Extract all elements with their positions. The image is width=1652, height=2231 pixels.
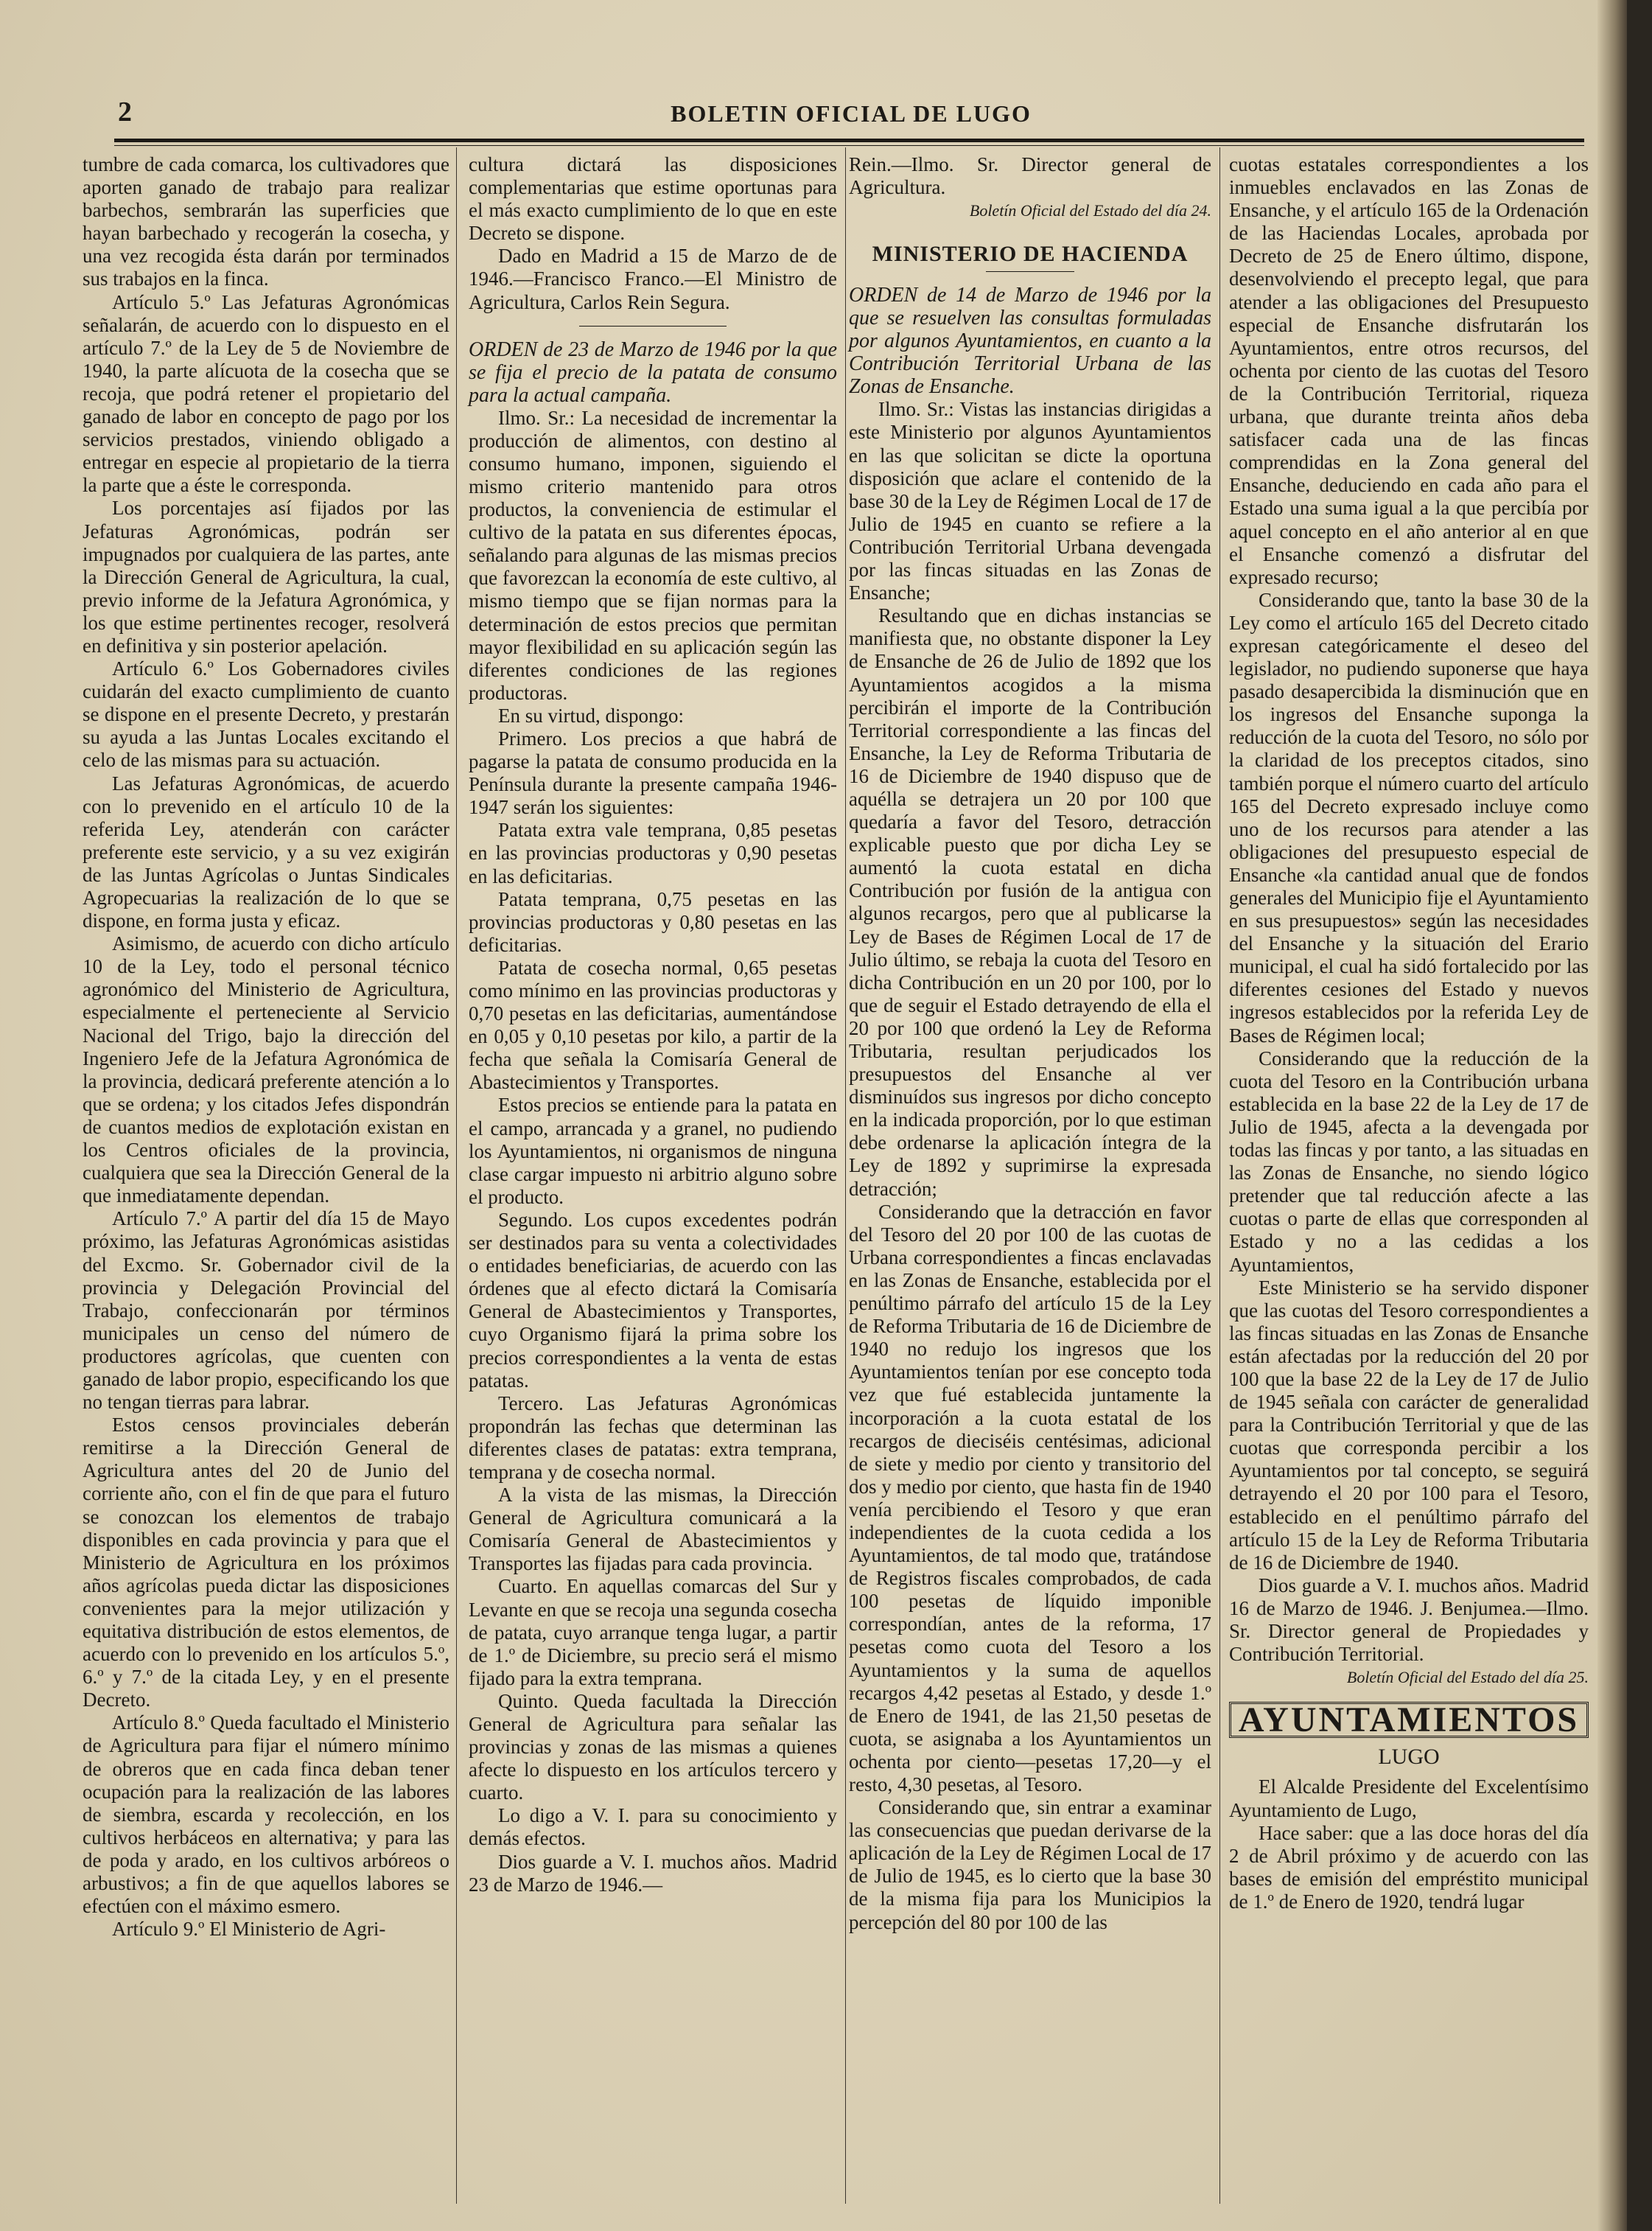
place-heading: LUGO — [1378, 1745, 1440, 1770]
paragraph: cuotas estatales correspondientes a los inmuebles enclavados en las Zonas de Ensanche, y el artículo 165 de la Ordenación de las Haciendas Locales, aprobada por Decreto de 25 de Enero último, dispone, desenvolviendo el precepto legal, que para atender a las obligaciones del Presupuesto especial de Ensanche disfrutarán los Ayuntamientos, entre otros recursos, del ochenta por ciento de las cuotas del Tesoro de la Contribución Territorial, riqueza urbana, que durante treinta años deba satisfacer cada una de las fincas comprendidas en la Zona general del Ensanche, deduciendo en cada año para el Estado una suma igual a la que percibía por aquel concepto en el año anterior al en que el Ensanche comenzó a disfrutar del expresado recurso; — [1229, 153, 1589, 588]
orden-hacienda-body — [849, 398, 1211, 1933]
section-title-ayuntamientos: AYUNTAMIENTOS — [1229, 1702, 1589, 1738]
paragraph: Segundo. Los cupos excedentes podrán ser destinados para su venta a colectividades o entidades beneficiarias, de acuerdo con las órdenes que al efecto dictará la Comisaría General de Abastecimientos y Transportes, cuyo Organismo fijará la prima sobre los precios correspondientes a la venta de estas patatas. — [469, 1208, 837, 1392]
decree-ending — [469, 153, 837, 314]
orden-patata-body — [469, 407, 837, 1896]
orden-hacienda-ending — [1229, 153, 1589, 1666]
paragraph: Patata temprana, 0,75 pesetas en las provincias productoras y 0,80 pesetas en las deficitarias. — [469, 887, 837, 956]
paragraph: Resultando que en dichas instancias se manifiesta que, no obstante disponer la Ley de Ensanche de 26 de Julio de 1892 que los Ayuntamientos acogidos a la misma percibirán el importe de la Contribución Territorial correspondiente a las fincas del Ensanche, la Ley de Reforma Tributaria de 16 de Diciembre de 1940 dispuso que de aquélla se detrajera un 20 por 100 que quedaría a favor del Tesoro, detracción explicable puesto que por dicha Ley se aumentó la cuota estatal en dicha Contribución por fusión de la antigua con algunos recargos, pero que al publicarse la Ley de Bases de Régimen Local de 17 de Julio último, se rebaja la cuota del Tesoro en dicha Contribución en un 20 por 100, por lo que de seguir el Estado detrayendo de ella el 20 por 100 que ordenó la Ley de Reforma Tributaria, resultan perjudicados los presupuestos del Ensanche al ver disminuídos sus ingresos por dicho concepto en la indicada proporción, por lo que estiman debe ordenarse la aplicación íntegra de la Ley de 1892 y suprimirse la expresada detracción; — [849, 604, 1211, 1200]
article-separator — [579, 326, 727, 327]
paragraph: Considerando que la reducción de la cuota del Tesoro en la Contribución urbana establecida en la base 22 de la Ley de 17 de Julio de 1945, afecta a la devengada por todas las fincas y por tanto, a las situadas en las Zonas de Ensanche, no siendo lógico pretender que tal reducción afecte a las cuotas o parte de ellas que corresponden al Estado y no a las cedidas a los Ayuntamientos, — [1229, 1047, 1589, 1276]
paragraph: Cuarto. En aquellas comarcas del Sur y Levante en que se recoja una segunda cosecha de patata, cuyo arranque tenga lugar, a partir de 1.º de Diciembre, su precio será el mismo fijado para la extra temprana. — [469, 1575, 838, 1689]
page-edge-shadow — [1597, 0, 1627, 2231]
paragraph: Ilmo. Sr.: La necesidad de incrementar la producción de alimentos, con destino al consumo humano, imponen, siguiendo el mismo criterio mantenido para otros productos, la conveniencia de estimular el cultivo de la patata en sus diferentes épocas, señalando para algunas de las mismas precios que favorezcan la economía de este cultivo, al mismo tiempo que se fijan normas para la determinación de estos precios que permitan mayor flexibilidad en su aplicación según las diferentes condiciones de las regiones productoras. — [469, 406, 837, 704]
paragraph: Considerando que la detracción en favor del Tesoro del 20 por 100 de las cuotas de Urbana correspondientes a fincas enclavadas en las Zonas de Ensanche, establecida por el penúltimo párrafo del artículo 15 de la Ley de Reforma Tributaria de 16 de Diciembre de 1940 no redujo los ingresos que los Ayuntamientos tenían por ese concepto toda vez que fué establecida juntamente la incorporación a la cuota estatal de los recargos de dieciséis centésimas, adicional de siete y medio por ciento y transitorio del dos y medio por ciento, que hasta fin de 1940 venía percibiendo el Tesoro y que eran independientes de la cuota cedida a los Ayuntamientos, de tal modo que, tratándose de Registros fiscales comprobados, de cada 100 pesetas de líquido imponible correspondían, antes de la reforma, 17 pesetas como cuota del Tesoro a los Ayuntamientos y la suma de aquellos recargos 4,42 pesetas al Estado, y desde 1.º de Enero de 1941, de las 21,50 pesetas de cuota, se asignaba a los Ayuntamientos un ochenta por ciento—pesetas 17,20—y el resto, 4,30 pesetas, al Tesoro. — [849, 1200, 1211, 1795]
paragraph: Dios guarde a V. I. muchos años. Madrid 16 de Marzo de 1946. J. Benjumea.—Ilmo. Sr. Director general de Propiedades y Contribución Territorial. — [1229, 1574, 1589, 1666]
paragraph: Patata de cosecha normal, 0,65 pesetas como mínimo en las provincias productoras y 0,70 pesetas en las deficitarias, aumentándose en 0,05 y 0,10 pesetas por kilo, a partir de la fecha que señala la Comisaría General de Abastecimientos y Transportes. — [469, 956, 837, 1094]
paragraph: Considerando que, tanto la base 30 de la Ley como el artículo 165 del Decreto citado expresan categóricamente el deseo del legislador, no pudiendo suponerse que haya pasado desapercibida la disminución que en los ingresos del Ensanche suponga la reducción de la cuota del Tesoro, no sólo por la claridad de los preceptos citados, sino también porque el número cuarto del artículo 165 del Decreto expresado incluye como uno de los recursos para atender a las obligaciones del presupuesto especial de Ensanche «la cantidad anual que de fondos generales del Municipio fije el Ayuntamiento en sus presupuestos» según las necesidades del Ensanche y la situación del Erario municipal, el cual ha sidó fortalecido por las diferentes cesiones del Estado y nuevos ingresos establecidos por la referida Ley de Bases de Régimen local; — [1229, 588, 1589, 1047]
paragraph: Considerando que, sin entrar a examinar las consecuencias que puedan derivarse de la aplicación de la Ley de Régimen Local de 17 de Julio de 1945, es lo cierto que la base 30 de la misma fija para los Municipios la percepción del 80 por 100 de las — [849, 1796, 1211, 1933]
orden-title-hacienda: ORDEN de 14 de Marzo de 1946 por la que se resuelven las consultas formuladas por algunos Ayuntamientos, en cuanto a la Contribución Territorial Urbana de las Zonas de Ensanche. — [849, 284, 1211, 399]
paragraph: cultura dictará las disposiciones complementarias que estime oportunas para el más exacto cumplimiento de lo que en este Decreto se dispone. — [469, 153, 837, 245]
paragraph: Artículo 8.º Queda facultado el Ministerio de Agricultura para fijar el número mínimo de obreros que en cada finca deban tener ocupación para la realización de las labores de siembra, escarda y recolección, en los cultivos herbáceos en alternativa; y para las de poda y arado, en los cultivos arbóreos o arbustivos; a fin de que aquellos labores se efectúen con el máximo esmero. — [83, 1711, 449, 1918]
paragraph: Dado en Madrid a 15 de Marzo de de 1946.—Francisco Franco.—El Ministro de Agricultura, Carlos Rein Segura. — [469, 245, 837, 313]
paragraph: Hace saber: que a las doce horas del día 2 de Abril próximo y de acuerdo con las bases de emisión del empréstito municipal de 1.º de Enero de 1920, tendrá lugar — [1229, 1821, 1589, 1913]
column-divider — [1219, 147, 1220, 2204]
paragraph: Este Ministerio se ha servido disponer que las cuotas del Tesoro correspondientes a las fincas situadas en las Zonas de Ensanche están afectadas por la reducción del 20 por 100 que la base 22 de la Ley de 17 de Julio de 1945 señala con carácter de generalidad para la Contribución Territorial y que de las cuotas que corresponda percibir a los Ayuntamientos por tal concepto, se seguirá detrayendo el 20 por 100 para el Tesoro, establecido en el penúltimo párrafo del artículo 15 de la Ley de Reforma Tributaria de 16 de Diciembre de 1940. — [1229, 1276, 1589, 1574]
paragraph: Ilmo. Sr.: Vistas las instancias dirigidas a este Ministerio por algunos Ayuntamientos en las que solicitan se dicte la oportuna disposición que aclare el contenido de la base 30 de la Ley de Régimen Local de 17 de Julio de 1945 en cuanto se refiere a la Contribución Territorial Urbana devengada por las fincas situadas en las Zonas de Ensanche; — [849, 398, 1211, 604]
section-underline — [986, 271, 1074, 272]
paragraph: Artículo 6.º Los Gobernadores civiles cuidarán del exacto cumplimiento de cuanto se dispone en el presente Decreto, y prestarán su ayuda a las Juntas Locales excitando el celo de las mismas para su actuación. — [83, 657, 449, 772]
page-header — [118, 96, 1584, 134]
paragraph: Tercero. Las Jefaturas Agronómicas propondrán las fechas que determinan las diferentes clases de patatas: extra temprana, temprana y de cosecha normal. — [469, 1392, 837, 1483]
header-rule — [114, 139, 1584, 142]
paragraph: En su virtud, dispongo: — [498, 704, 685, 727]
paragraph: Primero. Los precios a que habrá de pagarse la patata de consumo producida en la Península durante la presente campaña 1946-1947 serán los siguientes: — [469, 727, 837, 819]
paragraph: A la vista de las mismas, la Dirección General de Agricultura comunicará a la Comisaría General de Abastecimientos y Transportes las fijadas para cada provincia. — [469, 1484, 837, 1575]
paragraph: Estos precios se entiende para la patata en el campo, arrancada y a granel, no pudiendo los Ayuntamientos, ni organismos de ninguna clase cargar impuesto ni arbitrio alguno sobre el producto. — [469, 1094, 837, 1208]
paragraph: Artículo 5.º Las Jefaturas Agronómicas señalarán, de acuerdo con lo dispuesto en el artículo 7.º de la Ley de 5 de Noviembre de 1940, la parte alícuota de la cosecha que se recoja, que podrá retener el propietario del ganado de labor en concepto de pago por los servicios prestados, viniendo obligado a entregar en especie al propietario de la tierra la parte que a éste le corresponda. — [83, 290, 449, 497]
paragraph: Asimismo, de acuerdo con dicho artículo 10 de la Ley, todo el personal técnico agronómico del Ministerio de Agricultura, especialmente el perteneciente al Servicio Nacional del Trigo, bajo la dirección del Ingeniero Jefe de la Jefatura Agronómica de la provincia, dedicará preferente atención a lo que se ordena; y los citados Jefes dispondrán de cuantos medios de explotación existan en los Centros oficiales de la provincia, cualquiera que sea la Dirección General de la que inmediatamente dependan. — [83, 932, 449, 1207]
paragraph: Estos censos provinciales deberán remitirse a la Dirección General de Agricultura antes del 20 de Junio del corriente año, con el fin de que para el futuro se conozcan los elementos de trabajo disponibles en cada provincia y para que el Ministerio de Agricultura en los próximos años agrícolas pueda dictar las disposiciones convenientes para la mejor utilización y equitativa distribución de estos elementos, de acuerdo con lo prevenido en los artículos 5.º, 6.º y 7.º de la citada Ley, y en el presente Decreto. — [83, 1414, 449, 1711]
paragraph: Los porcentajes así fijados por las Jefaturas Agronómicas, podrán ser impugnados por cualquiera de las partes, ante la Dirección General de Agricultura, la cual, previo informe de la Jefatura Agronómica, y los que estime pertinentes recoger, resolverá en definitiva y sin posterior apelación. — [83, 497, 449, 657]
column-1-body — [83, 153, 449, 1941]
paragraph: Artículo 9.º El Ministerio de Agri- — [112, 1918, 386, 1941]
column-2 — [469, 153, 837, 1896]
column-divider — [456, 147, 457, 2204]
journal-title: BOLETIN OFICIAL DE LUGO — [671, 100, 1032, 127]
orden-patata-ending — [849, 153, 1211, 199]
source-note: Boletín Oficial del Estado del día 24. — [969, 201, 1211, 220]
orden-title-patata: ORDEN de 23 de Marzo de 1946 por la que se fija el precio de la patata de consumo para la actual campaña. — [469, 338, 837, 407]
paragraph: Las Jefaturas Agronómicas, de acuerdo con lo prevenido en el artículo 10 de la referida Ley, atenderán con carácter preferente este servicio, y a su vez exigirán de las Juntas Agrícolas o Juntas Sindicales Agropecuarias la realización de lo que se dispone, en forma justa y eficaz. — [83, 772, 449, 932]
paragraph: tumbre de cada comarca, los cultivadores que aporten ganado de trabajo para realizar barbechos, sembrarán las superficies que hayan barbechado y recogerán la cosecha, y una vez recogida ésta darán por terminados sus trabajos en la finca. — [83, 153, 449, 290]
ayuntamiento-notice — [1229, 1776, 1589, 1913]
source-note: Boletín Oficial del Estado del día 25. — [1346, 1668, 1589, 1687]
section-title-hacienda: MINISTERIO DE HACIENDA — [872, 242, 1189, 267]
paragraph: Rein.—Ilmo. Sr. Director general de Agricultura. — [849, 153, 1211, 199]
column-4 — [1229, 153, 1589, 1913]
page-number: 2 — [118, 97, 132, 128]
column-1 — [83, 153, 449, 1941]
column-divider — [845, 147, 846, 2204]
paragraph: El Alcalde Presidente del Excelentísimo Ayuntamiento de Lugo, — [1229, 1776, 1589, 1821]
paragraph: Dios guarde a V. I. muchos años. Madrid 23 de Marzo de 1946.— — [469, 1850, 837, 1896]
header-rule-thin — [114, 145, 1584, 146]
paragraph: Quinto. Queda facultada la Dirección General de Agricultura para señalar las provincias y zonas de las mismas a quienes afecte lo dispuesto en los artículos tercero y cuarto. — [469, 1689, 837, 1804]
paragraph: Lo digo a V. I. para su conocimiento y demás efectos. — [469, 1804, 837, 1850]
paragraph: Patata extra vale temprana, 0,85 pesetas en las provincias productoras y 0,90 pesetas en las deficitarias. — [469, 819, 837, 887]
paragraph: Artículo 7.º A partir del día 15 de Mayo próximo, las Jefaturas Agronómicas asistidas del Excmo. Sr. Gobernador civil de la provincia y Delegación Provincial del Trabajo, confeccionarán por términos municipales un censo del número de productores agrícolas, que cuenten con ganado de labor propio, especificando los que no tengan tierras para labrar. — [83, 1207, 449, 1414]
column-3 — [849, 153, 1211, 1934]
